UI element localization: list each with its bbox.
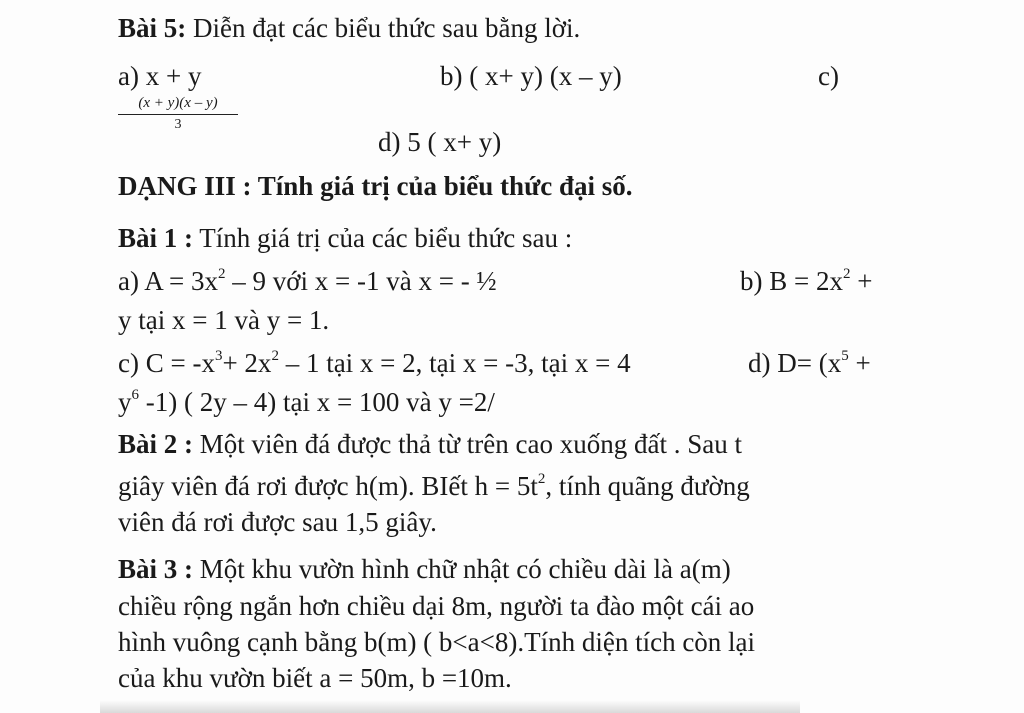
bai5-heading <box>118 12 580 44</box>
bai3-text-1: Một khu vườn hình chữ nhật có chiều dài là a(m) <box>193 554 731 584</box>
bai3-line-1 <box>118 553 731 585</box>
bai2-title: Bài 2 : <box>118 429 194 459</box>
bai1-c-post: – 1 tại x = 2, tại x = -3, tại x = 4 <box>278 348 631 378</box>
bai1-text: Tính giá trị của các biểu thức sau : <box>193 223 573 253</box>
bai2-line-3: viên đá rơi được sau 1,5 giây. <box>118 507 437 537</box>
bai1-item-c <box>118 347 631 379</box>
bai1-b-pre: b) B = 2x <box>740 266 843 296</box>
bai5-item-d: d) 5 ( x+ y) <box>378 127 502 157</box>
bai5-title: Bài 5: <box>118 13 187 43</box>
bai1-c-exp2: 2 <box>271 348 279 364</box>
bai1-d2-pre: y <box>118 387 132 417</box>
bai1-c-mid: + 2x <box>222 348 272 378</box>
bai1-b-post: + <box>850 266 873 296</box>
bai5-text: Diễn đạt các biểu thức sau bằng lời. <box>186 13 581 43</box>
bai3-line-2: chiều rộng ngắn hơn chiều dại 8m, người ta đào một cái ao <box>118 591 755 621</box>
bai1-c-pre: c) C = -x <box>118 348 215 378</box>
bai1-a-post: – 9 với x = -1 và x = - ½ <box>225 266 497 296</box>
bai3-line-4: của khu vườn biết a = 50m, b =10m. <box>118 663 512 693</box>
bai3-title: Bài 3 : <box>118 554 194 584</box>
bai1-a-exp: 2 <box>217 266 226 282</box>
bai1-title: Bài 1 : <box>118 223 194 253</box>
bai5-item-c-label: c) <box>818 61 839 91</box>
bai1-d2-exp: 6 <box>131 387 139 403</box>
bai5-item-b: b) ( x+ y) (x – y) <box>440 61 622 91</box>
fraction-denominator: 3 <box>174 117 182 132</box>
cropped-next-line <box>100 700 800 713</box>
bai1-item-d-cont <box>118 386 495 418</box>
bai1-heading <box>118 222 572 254</box>
bai2-line-2 <box>118 470 750 502</box>
bai1-item-b <box>740 265 872 297</box>
bai1-item-a <box>118 265 497 297</box>
bai1-b-exp: 2 <box>842 266 851 282</box>
bai2-text-1: Một viên đá được thả từ trên cao xuống đất . Sau t <box>193 429 742 459</box>
bai2-line-1 <box>118 428 742 460</box>
bai1-item-d <box>748 347 871 379</box>
bai5-item-a: a) x + y <box>118 61 202 91</box>
bai2-l2-exp: 2 <box>537 471 546 487</box>
bai1-a-pre: a) A = 3x <box>118 266 218 296</box>
bai1-d-pre: d) D= (x <box>748 348 842 378</box>
bai2-l2-pre: giây viên đá rơi được h(m). BIết h = 5t <box>118 471 538 501</box>
bai1-item-b-cont: y tại x = 1 và y = 1. <box>118 305 330 335</box>
bai2-l2-post: , tính quãng đường <box>545 471 750 501</box>
bai1-d2-post: -1) ( 2y – 4) tại x = 100 và y =2/ <box>139 387 495 417</box>
section-heading-dang3: DẠNG III : Tính giá trị của biểu thức đại số. <box>118 171 633 201</box>
fraction-numerator: (x + y)(x – y) <box>118 95 238 115</box>
bai3-line-3: hình vuông cạnh bằng b(m) ( b<a<8).Tính diện tích còn lại <box>118 627 756 657</box>
bai1-d-exp: 5 <box>841 348 849 364</box>
bai1-c-exp1: 3 <box>214 348 223 364</box>
bai1-d-post: + <box>848 348 871 378</box>
bai5-item-c-fraction <box>118 95 238 133</box>
